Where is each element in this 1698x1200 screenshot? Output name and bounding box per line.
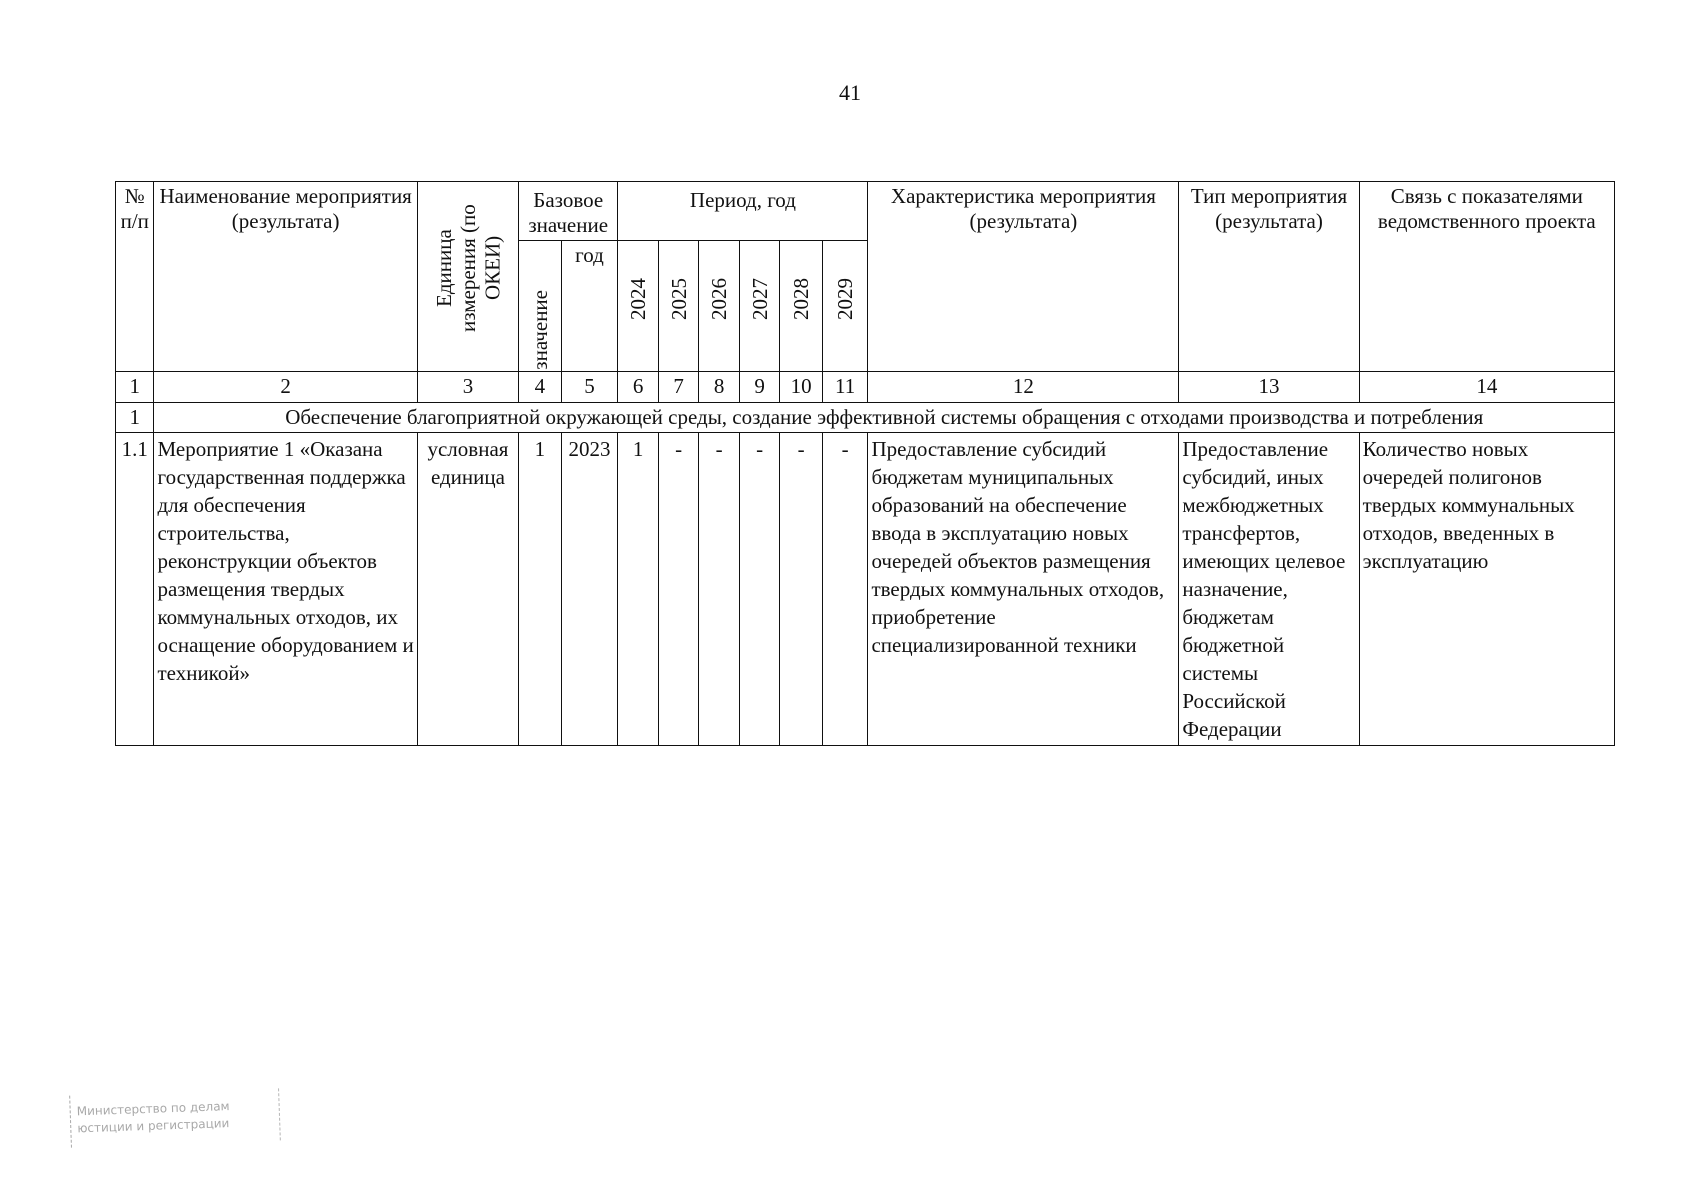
header-year-2029 [822,241,868,372]
column-number-row [116,372,1615,402]
row-year-value: - [699,432,740,745]
column-number: 8 [699,372,740,402]
header-year-2025 [658,241,699,372]
header-num: № п/п [116,182,154,372]
section-row [116,402,1615,432]
header-year-2026 [699,241,740,372]
row-base-year: 2023 [561,432,618,745]
section-number: 1 [116,402,154,432]
page-number: 41 [839,80,861,105]
column-number: 10 [780,372,823,402]
table-row [116,432,1615,745]
row-name: Мероприятие 1 «Оказана государственная поддержка для обеспечения строительства, реконструкции объектов размещения твердых коммунальных отходов, их оснащение оборудованием и техникой» [154,432,417,745]
header-characteristic: Характеристика мероприятия (результата) [868,182,1179,372]
column-number: 14 [1359,372,1614,402]
year-label: 2025 [666,278,691,321]
header-base: Базовое значение [519,182,618,241]
stamp-line: Министерство по делам [76,1099,230,1119]
column-number: 6 [618,372,659,402]
header-year-2024 [618,241,659,372]
header-base-value-label: значение [527,289,552,370]
year-label: 2029 [833,278,858,321]
column-number: 7 [658,372,699,402]
column-number: 4 [519,372,562,402]
row-year-value: - [780,432,823,745]
row-type: Предоставление субсидий, иных межбюджетных трансфертов, имеющих целевое назначение, бюджетам бюджетной системы Российской Федерации [1179,432,1359,745]
header-type: Тип мероприятия (результата) [1179,182,1359,372]
header-base-year: год [561,241,618,372]
row-base-value: 1 [519,432,562,745]
column-number: 2 [154,372,417,402]
stamp-line: юстиции и регистрации [77,1116,230,1136]
row-characteristic: Предоставление субсидий бюджетам муниципальных образований на обеспечение ввода в эксплуатацию новых очередей объектов размещения твердых коммунальных отходов, приобретение специализированной техники [868,432,1179,745]
row-year-value: - [822,432,868,745]
header-name: Наименование мероприятия (результата) [154,182,417,372]
row-year-value: - [658,432,699,745]
year-label: 2024 [626,278,651,321]
column-number: 9 [739,372,780,402]
year-label: 2026 [707,278,732,321]
registration-stamp [69,1088,281,1147]
header-unit [417,182,518,372]
header-period: Период, год [618,182,868,241]
header-link: Связь с показателями ведомственного проекта [1359,182,1614,372]
year-label: 2028 [789,278,814,321]
header-base-value [519,241,562,372]
column-number: 13 [1179,372,1359,402]
column-number: 3 [417,372,518,402]
row-link: Количество новых очередей полигонов твердых коммунальных отходов, введенных в эксплуатацию [1359,432,1614,745]
header-row-1 [116,182,1615,241]
column-number: 11 [822,372,868,402]
year-label: 2027 [747,278,772,321]
header-unit-label: Единица измерения (по ОКЕИ) [431,204,505,332]
row-number: 1.1 [116,432,154,745]
header-year-2027 [739,241,780,372]
column-number: 1 [116,372,154,402]
section-title: Обеспечение благоприятной окружающей среды, создание эффективной системы обращения с отходами производства и потребления [154,402,1615,432]
row-year-value: - [739,432,780,745]
row-year-value: 1 [618,432,659,745]
header-year-2028 [780,241,823,372]
column-number: 12 [868,372,1179,402]
column-number: 5 [561,372,618,402]
activities-table [115,181,1615,746]
row-unit: условная единица [417,432,518,745]
